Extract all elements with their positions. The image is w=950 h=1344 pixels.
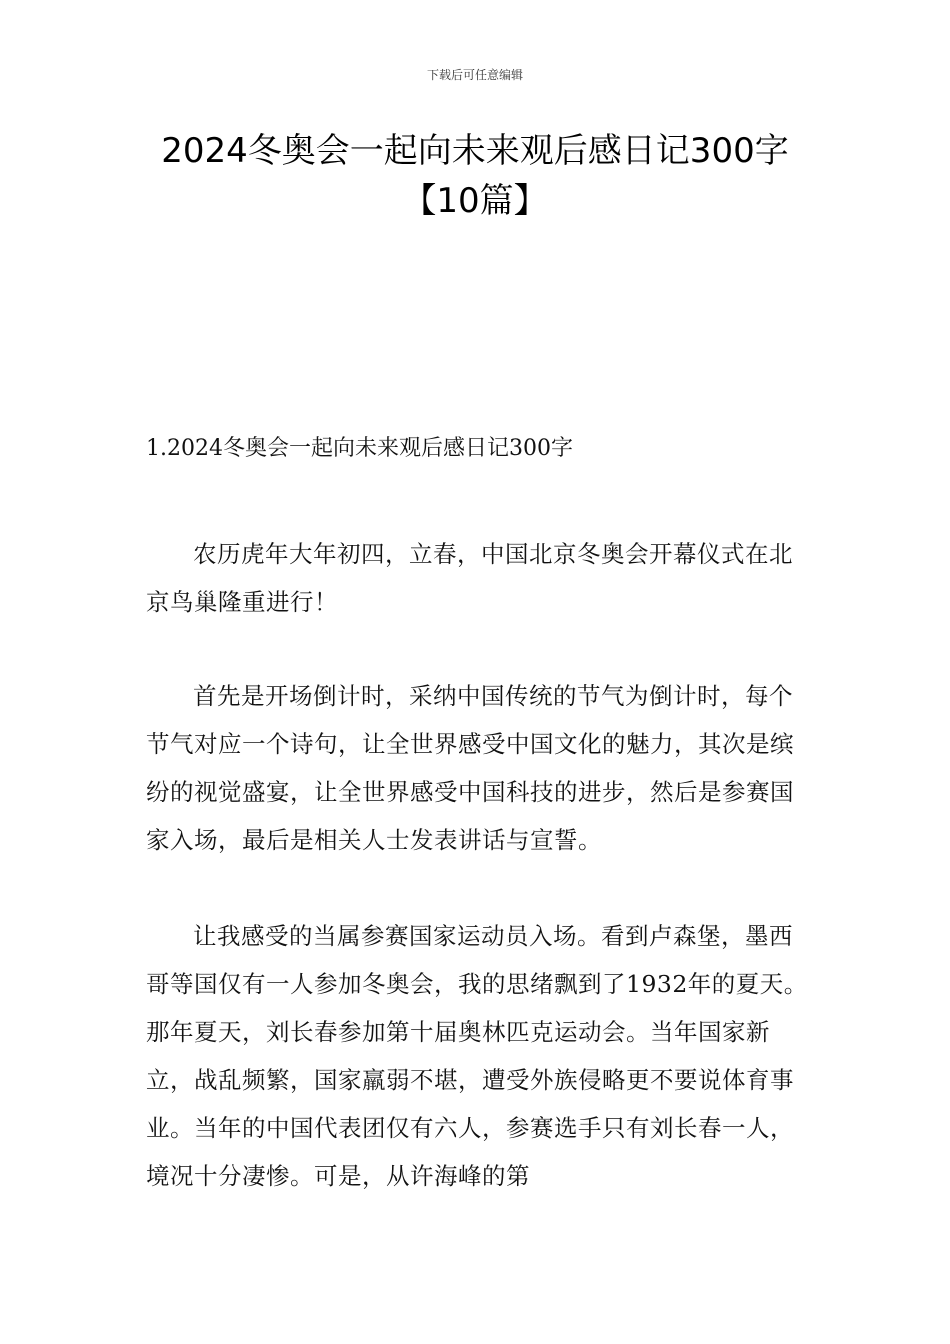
paragraph-2: 首先是开场倒计时，采纳中国传统的节气为倒计时，每个节气对应一个诗句，让全世界感受中国文化的魅力，其次是缤纷的视觉盛宴，让全世界感受中国科技的进步，然后是参赛国家入场，最后是相关人士发表讲话与宣誓。 [146, 682, 794, 854]
title-line-2: 【10篇】 [402, 181, 548, 221]
paragraph-1: 农历虎年大年初四，立春，中国北京冬奥会开幕仪式在北京鸟巢隆重进行！ [146, 540, 793, 616]
header-note: 下载后可任意编辑 [426, 68, 523, 82]
paragraph-3: 让我感受的当属参赛国家运动员入场。看到卢森堡，墨西哥等国仅有一人参加冬奥会，我的思绪飘到了1932年的夏天。那年夏天，刘长春参加第十届奥林匹克运动会。当年国家新立，战乱频繁，国家羸弱不堪，遭受外族侵略更不要说体育事业。当年的中国代表团仅有六人，参赛选手只有刘长春一人，境况十分凄惨。可是，从许海峰的第 [146, 922, 808, 1190]
title-line-1: 2024冬奥会一起向未来观后感日记300字 [161, 131, 789, 171]
section-heading: 1.2024冬奥会一起向未来观后感日记300字 [146, 436, 573, 461]
document-title [60, 126, 890, 226]
